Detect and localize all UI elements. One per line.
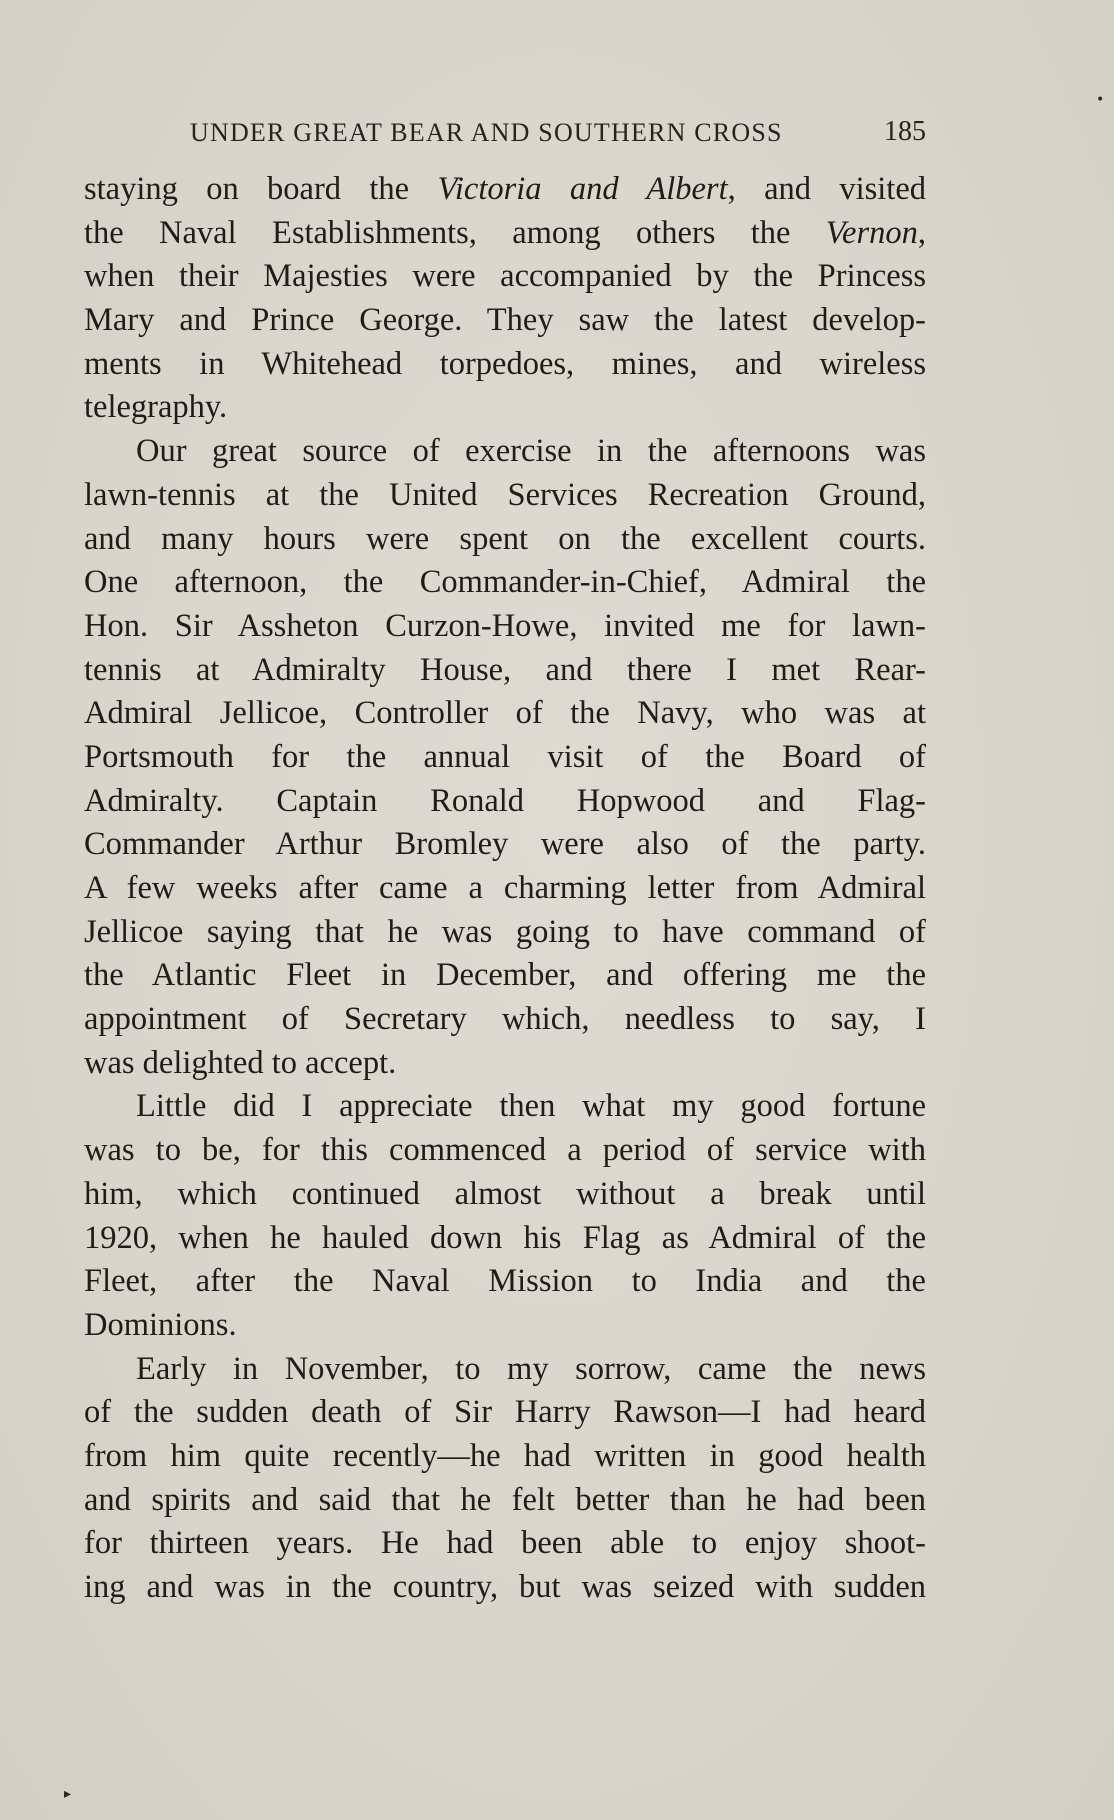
text-line: when their Majesties were accompanied by the Princess <box>84 258 926 295</box>
text-line: and spirits and said that he felt better than he had been <box>84 1481 926 1518</box>
text-line: Hon. Sir Assheton Curzon-Howe, invited me for lawn- <box>84 607 926 644</box>
text-line: One afternoon, the Commander-in-Chief, Admiral the <box>84 564 926 601</box>
text-line: Jellicoe saying that he was going to have command of <box>84 913 926 950</box>
text-line: Mary and Prince George. They saw the latest develop- <box>84 302 926 339</box>
text-line: from him quite recently—he had written in good health <box>84 1437 926 1474</box>
text-line: Dominions. <box>84 1306 237 1343</box>
text-line: was to be, for this commenced a period of service with <box>84 1132 926 1169</box>
body-text <box>84 168 926 1610</box>
text-line: Little did I appreciate then what my good fortune <box>136 1088 926 1125</box>
text-line: the Naval Establishments, among others the Vernon, <box>84 214 926 251</box>
text-line: and many hours were spent on the excellent courts. <box>84 520 926 557</box>
text-line: Our great source of exercise in the afternoons was <box>136 433 926 470</box>
running-title: UNDER GREAT BEAR AND SOUTHERN CROSS <box>190 118 783 147</box>
text-line: for thirteen years. He had been able to enjoy shoot- <box>84 1525 926 1562</box>
text-line: Admiralty. Captain Ronald Hopwood and Flag- <box>84 782 926 819</box>
text-line: ing and was in the country, but was seized with sudden <box>84 1569 926 1605</box>
page-number: 185 <box>884 116 926 147</box>
text-line: him, which continued almost without a break until <box>84 1175 926 1212</box>
scan-speck: ▸ <box>64 1786 72 1802</box>
text-line: Early in November, to my sorrow, came the news <box>136 1350 926 1387</box>
text-line: tennis at Admiralty House, and there I met Rear- <box>84 651 926 688</box>
text-line: Fleet, after the Naval Mission to India and the <box>84 1263 926 1300</box>
running-head <box>84 112 926 152</box>
scan-speck: • <box>1096 92 1105 108</box>
text-line: lawn-tennis at the United Services Recreation Ground, <box>84 476 926 513</box>
text-line: staying on board the Victoria and Albert, and visited <box>84 171 926 207</box>
text-line: 1920, when he hauled down his Flag as Admiral of the <box>84 1219 926 1256</box>
text-line: Commander Arthur Bromley were also of the party. <box>84 826 926 863</box>
text-line: the Atlantic Fleet in December, and offering me the <box>84 957 926 994</box>
text-line: Admiral Jellicoe, Controller of the Navy, who was at <box>84 695 926 732</box>
text-line: appointment of Secretary which, needless to say, I <box>84 1001 926 1038</box>
text-line: A few weeks after came a charming letter from Admiral <box>84 870 926 906</box>
text-line: telegraphy. <box>84 389 228 426</box>
text-line: of the sudden death of Sir Harry Rawson—I had heard <box>84 1394 926 1431</box>
text-line: Portsmouth for the annual visit of the Board of <box>84 738 926 775</box>
text-line: was delighted to accept. <box>84 1044 397 1081</box>
text-line: ments in Whitehead torpedoes, mines, and wireless <box>84 345 926 382</box>
